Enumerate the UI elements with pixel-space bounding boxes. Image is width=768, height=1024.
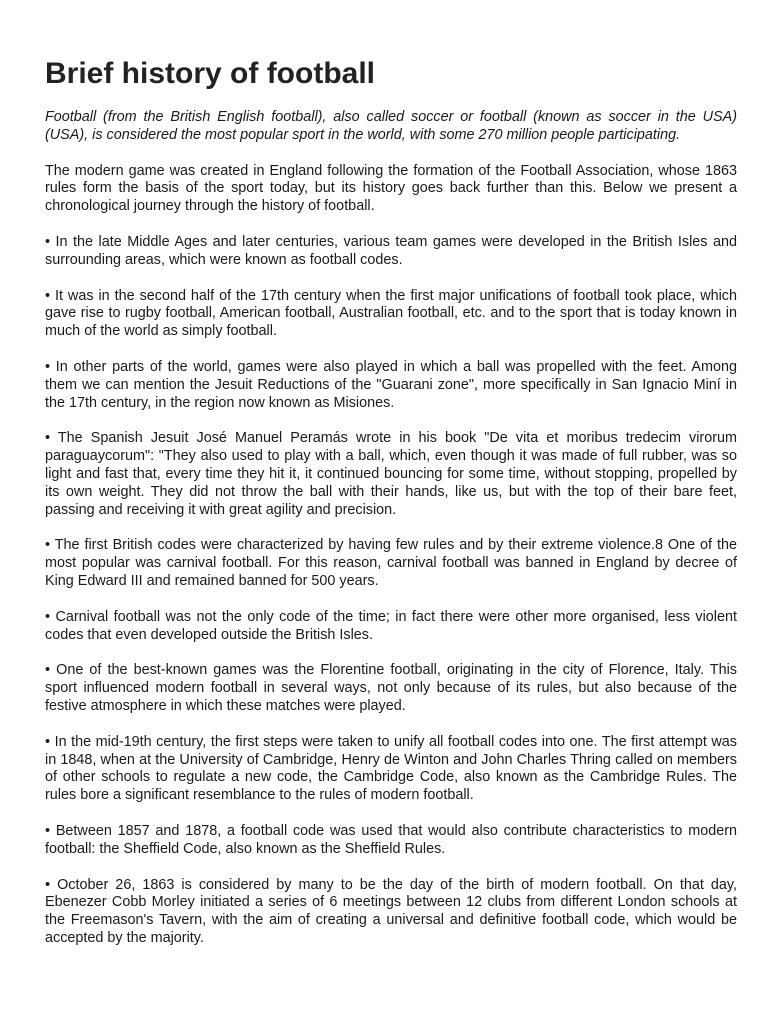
paragraph-1863-birth: • October 26, 1863 is considered by many to be the day of the birth of modern football. On that day, Ebenezer Cobb Morley initiated a series of 6 meetings between 12 clubs from different London schools at the Freemason's Tavern, with the aim of creating a universal and definitive football code, which would be accepted by the majority. — [45, 876, 737, 946]
document-page — [45, 52, 737, 948]
paragraph-sheffield-rules: • Between 1857 and 1878, a football code was used that would also contribute characteristics to modern football: the Sheffield Code, also known as the Sheffield Rules. — [45, 822, 737, 857]
paragraph-guarani-zone: • In other parts of the world, games were also played in which a ball was propelled with the feet. Among them we can mention the Jesuit Reductions of the "Guarani zone", more specifically in San Ignacio Miní in the 17th century, in the region now known as Misiones. — [45, 358, 737, 411]
paragraph-cambridge-rules: • In the mid-19th century, the first steps were taken to unify all football codes into one. The first attempt was in 1848, when at the University of Cambridge, Henry de Winton and John Charles Thring called on members of other schools to regulate a new code, the Cambridge Code, also known as the Cambridge Rules. The rules bore a significant resemblance to the rules of modern football. — [45, 733, 737, 804]
paragraph-florentine-football: • One of the best-known games was the Florentine football, originating in the city of Florence, Italy. This sport influenced modern football in several ways, not only because of its rules, but also because of the festive atmosphere in which these matches were played. — [45, 662, 737, 714]
paragraph-middle-ages: • In the late Middle Ages and later centuries, various team games were developed in the British Isles and surrounding areas, which were known as football codes. — [45, 233, 737, 268]
paragraph-carnival-football: • Carnival football was not the only code of the time; in fact there were other more organised, less violent codes that even developed outside the British Isles. — [45, 608, 737, 643]
paragraph-british-codes: • The first British codes were characterized by having few rules and by their extreme violence.8 One of the most popular was carnival football. For this reason, carnival football was banned in England by decree of King Edward III and remained banned for 500 years. — [45, 537, 737, 589]
paragraph-17th-century-unification: • It was in the second half of the 17th century when the first major unifications of football took place, which gave rise to rugby football, American football, Australian football, etc. and to the sport that is today known in much of the world as simply football. — [45, 287, 737, 340]
paragraph-peramas-quote: • The Spanish Jesuit José Manuel Peramás wrote in his book "De vita et moribus tredecim virorum paraguaycorum": "They also used to play with a ball, which, even though it was made of full rubber, was so light and fast that, every time they hit it, it continued bouncing for some time, without stopping, propelled by its own weight. They did not throw the ball with their hands, like us, but with the top of their bare feet, passing and receiving it with great agility and precision. — [45, 430, 737, 518]
paragraph-overview: The modern game was created in England following the formation of the Football Association, whose 1863 rules form the basis of the sport today, but its history goes back further than this. Below we present a chronological journey through the history of football. — [45, 162, 737, 215]
intro-paragraph: Football (from the British English football), also called soccer or football (known as soccer in the USA) (USA), is considered the most popular sport in the world, with some 270 million people participating. — [45, 109, 737, 143]
document-title: Brief history of football — [45, 57, 375, 90]
